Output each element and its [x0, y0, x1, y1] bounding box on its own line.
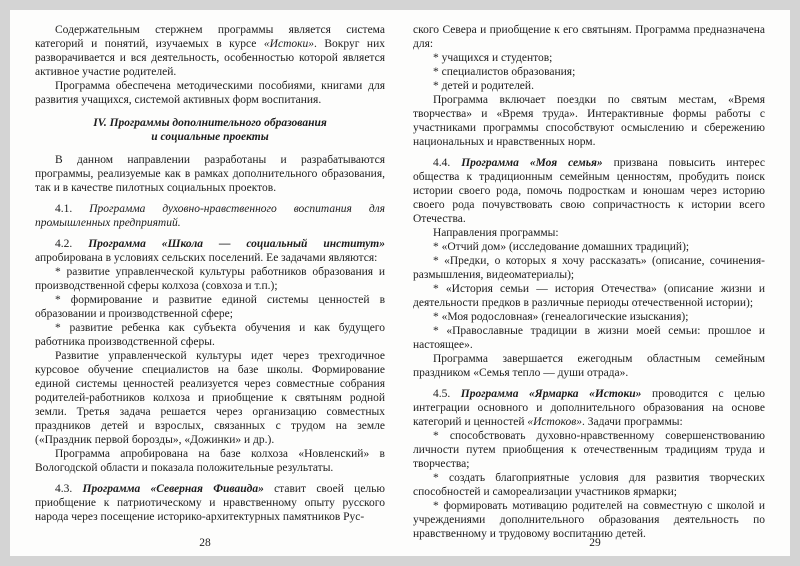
paragraph: [413, 254, 765, 282]
paragraph: [413, 156, 765, 226]
page-number-right: 29: [589, 537, 601, 549]
text-run: В данном направлении разработаны и разрабатываются программы, реализуемые как в рамках дополнительного образования, так и в качестве пилотных социальных проектов.: [35, 154, 385, 194]
text-run: ставит своей целью приобщение к патриотическому и нравственному опыту русского народа через посещение историко-архитектурных памятников Рус-: [35, 483, 386, 523]
text-run: * развитие управленческой культуры работников образования и производственной сферы колхоза (совхоза и т.п.);: [35, 266, 385, 292]
paragraph: [413, 79, 765, 93]
page-left: [10, 10, 400, 556]
paragraph: [35, 202, 385, 230]
text-run: * «Православные традиции в жизни моей семьи: прошлое и настоящее».: [413, 325, 765, 351]
text-run: Программа «Ярмарка «Истоки»: [460, 388, 642, 400]
paragraph: [413, 226, 765, 240]
section-heading: IV. Программы дополнительного образования и социальные проекты: [93, 117, 327, 143]
text-run: * «История семьи — история Отечества» (описание жизни и деятельности предков в различные периоды отечественной истории);: [413, 283, 765, 309]
text-run: Развитие управленческой культуры идет через трехгодичное курсовое обучение специалистов на базе школы. Формирование единой системы ценностей реализуется через совместные собрания родителей-работников колхоза и приобщение к святыням родной земли. Третья задача решается через организацию совместных праздников детей и взрослых, связанных с трудом на земле («Праздник первой борозды», «Дожинки» и др.).: [35, 350, 385, 446]
paragraph: [413, 282, 765, 310]
text-run: * «Моя родословная» (генеалогические изыскания);: [433, 311, 689, 323]
text-run: Содержательным стержнем программы является система категорий и понятий, изучаемых в курсе: [35, 24, 385, 50]
text-run: * специалистов образования;: [433, 66, 576, 78]
text-run: Программа «Моя семья»: [461, 157, 603, 169]
text-run: апробирована в условиях сельских поселений. Ее задачами являются:: [35, 252, 378, 264]
text-run: * создать благоприятные условия для развития творческих способностей и самореализации участников ярмарки;: [413, 472, 765, 498]
paragraph: [413, 429, 765, 471]
paragraph: [413, 240, 765, 254]
paragraph: [413, 310, 765, 324]
text-run: * учащихся и студентов;: [433, 52, 553, 64]
paragraph: [413, 499, 765, 541]
text-run: * формирование и развитие единой системы ценностей в образовании и производственной сфере;: [35, 294, 385, 320]
paragraph: [35, 321, 385, 349]
text-run: * развитие ребенка как субъекта обучения и как будущего работника производственной сферы.: [35, 322, 385, 348]
text-run: 4.3.: [55, 483, 83, 495]
text-run: * «Предки, о которых я хочу рассказать» (описание, сочинения-размышления, видеоматериалы);: [413, 255, 765, 281]
paragraph: [35, 482, 385, 524]
paragraph: [413, 65, 765, 79]
text-run: Программа включает поездки по святым местам, «Время творчества» и «Время труда». Интерактивные формы работы с участниками программы способствуют осмыслению и сбережению национальных и нравственных норм.: [413, 94, 765, 148]
text-run: . Задачи программы:: [582, 416, 683, 428]
paragraph: [35, 265, 385, 293]
paragraph: [413, 352, 765, 380]
page-left-content: [35, 23, 385, 524]
text-run: призвана повысить интерес общества к традиционным семейным ценностям, пробудить поиск истории своего рода, помочь подросткам и юношам через историю своего рода почувствовать свою сопричастность к истории всего Отечества.: [413, 157, 765, 225]
text-run: Программа «Северная Фиваида»: [82, 483, 264, 495]
paragraph: [413, 471, 765, 499]
paragraph: [35, 79, 385, 107]
text-run: ского Севера и приобщение к его святыням. Программа предназначена для:: [413, 24, 765, 50]
paragraph: [413, 93, 765, 149]
paragraph: [35, 237, 385, 265]
text-run: «Истоков»: [527, 416, 583, 428]
paragraph: [413, 51, 765, 65]
text-run: проводится с целью интеграции основного и дополнительного образования на основе категорий и ценностей: [413, 388, 765, 428]
text-run: 4.1.: [55, 203, 90, 215]
text-run: Программа завершается ежегодным областным семейным праздником «Семья тепло — души отрада».: [413, 353, 765, 379]
text-run: * «Отчий дом» (исследование домашних традиций);: [433, 241, 690, 253]
text-run: . Вокруг них разворачивается и вся деятельность, особенностью которой является активное участие родителей.: [35, 38, 385, 78]
paragraph: [35, 349, 385, 447]
text-run: Программа обеспечена методическими пособиями, книгами для развития учащихся, системой активных форм воспитания.: [35, 80, 385, 106]
text-run: * детей и родителей.: [433, 80, 534, 92]
text-run: Программа апробирована на базе колхоза «Новленский» в Вологодской области и показала положительные результаты.: [35, 448, 385, 474]
page-number-left: 28: [199, 537, 211, 549]
text-run: 4.4.: [433, 157, 462, 169]
paragraph: [413, 23, 765, 51]
paragraph: [35, 153, 385, 195]
text-run: Программа «Школа — социальный институт»: [88, 238, 385, 250]
book-spread: [10, 10, 790, 556]
text-run: Программа духовно-нравственного воспитания для промышленных предприятий.: [35, 203, 385, 229]
text-run: * формировать мотивацию родителей на совместную с школой и учреждениями дополнительного образования деятельность по нравственному и трудовому воспитанию детей.: [413, 500, 765, 540]
text-run: 4.2.: [55, 238, 89, 250]
paragraph: [413, 387, 765, 429]
text-run: Направления программы:: [433, 227, 559, 239]
paragraph: [35, 23, 385, 79]
page-right: [400, 10, 790, 556]
paragraph: [35, 447, 385, 475]
text-run: * способствовать духовно-нравственному совершенствованию личности путем приобщения к отечественным традициям труда и творчества;: [413, 430, 765, 470]
paragraph: [413, 324, 765, 352]
page-right-content: [413, 23, 765, 541]
paragraph: [35, 293, 385, 321]
text-run: «Истоки»: [263, 38, 314, 50]
text-run: 4.5.: [433, 388, 461, 400]
